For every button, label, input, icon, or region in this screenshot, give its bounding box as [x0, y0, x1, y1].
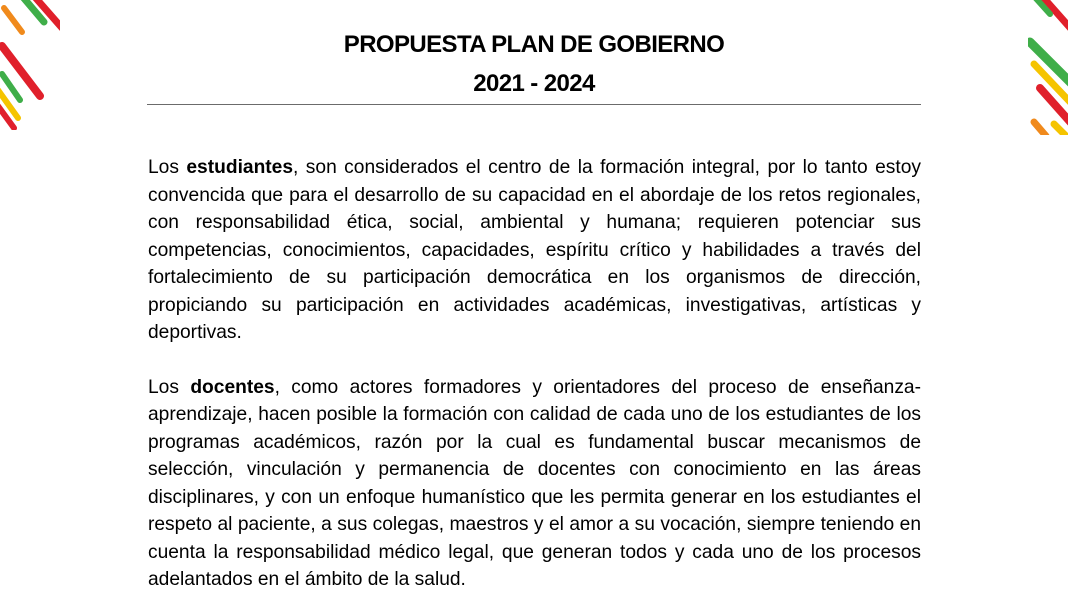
decorative-stripes-right [1028, 0, 1068, 135]
stripe-red-top [1042, 0, 1068, 30]
paragraph-lead: Los [148, 376, 191, 398]
stripe-orange [4, 8, 22, 32]
document-period: 2021 - 2024 [473, 70, 595, 97]
paragraph-keyword: estudiantes [186, 157, 294, 178]
paragraph-lead: Los [148, 157, 187, 178]
paragraph-keyword: docentes [190, 376, 275, 398]
stripe-orange [1034, 122, 1046, 135]
decorative-stripes-left [0, 0, 60, 130]
paragraph-students [148, 154, 921, 347]
stripe-yellow-low [1054, 124, 1068, 135]
paragraph-teachers [148, 374, 921, 594]
header-divider [147, 104, 921, 105]
document-title: PROPUESTA PLAN DE GOBIERNO [343, 31, 725, 58]
paragraph-text: , son considerados el centro de la formación integral, por lo tanto estoy convencida que para el desarrollo de su capacidad en el abordaje de los retos regionales, con responsabilidad ética, social, ambiental y humana; requieren potenciar sus competencias, conocimientos, capacidades, espíritu crítico y habilidades a través del fortalecimiento de su participación democrática en los organismos de dirección, propiciando su participación en actividades académicas, investigativas, artísticas y deportivas. [148, 157, 921, 343]
paragraph-text: , como actores formadores y orientadores del proceso de enseñanza-aprendizaje, hacen posible la formación con calidad de cada uno de los estudiantes de los programas académicos, razón por la cual es fundamental buscar mecanismos de selección, vinculación y permanencia de docentes con conocimiento en las áreas disciplinares, y con un enfoque humanístico que les permita generar en los estudiantes el respeto al paciente, a sus colegas, maestros y el amor a su vocación, siempre teniendo en cuenta la responsabilidad médico legal, que generan todos y cada uno de los procesos adelantados en el ámbito de la salud. [148, 376, 921, 590]
document-body [148, 154, 921, 594]
